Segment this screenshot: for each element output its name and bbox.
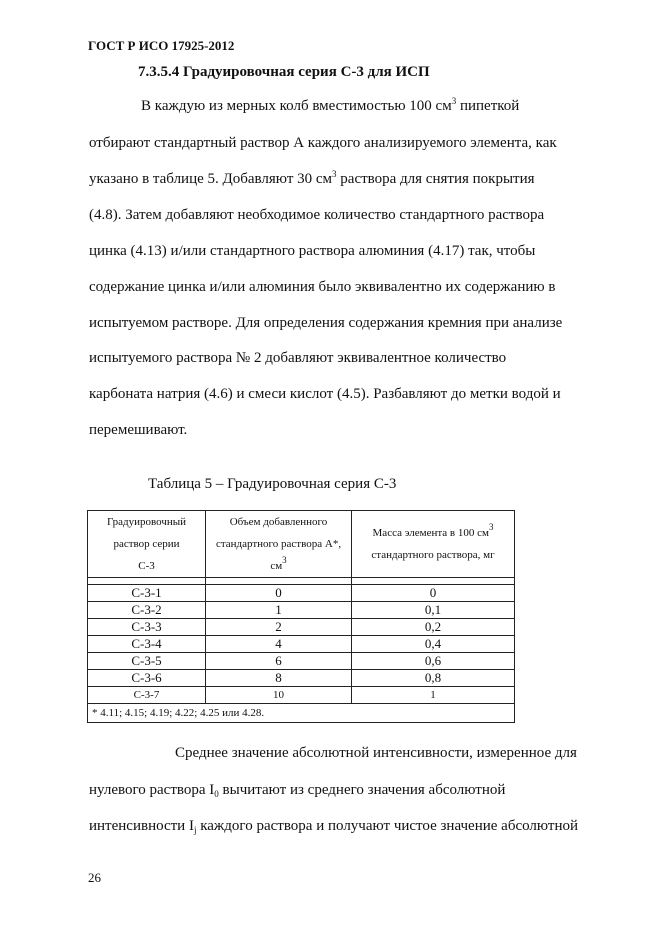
paragraph-line: Среднее значение абсолютной интенсивности, измеренное для [175,745,577,761]
header-text: Градуировочный [106,516,187,528]
cell-mass: 0 [352,585,515,602]
spacer-cell [352,578,515,585]
subscript: j [193,825,197,835]
header-text [206,555,351,577]
cell-volume: 1 [206,602,352,619]
paragraph-line: цинка (4.13) и/или стандартного раствора алюминия (4.17) так, чтобы [89,243,536,259]
subscript: 0 [214,789,219,799]
superscript: 3 [488,522,494,532]
spacer-cell [206,578,352,585]
text-span: вычитают из среднего значения абсолютной [218,782,506,798]
header-text: Объем добавленного [229,516,328,528]
paragraph-line: испытуемом растворе. Для определения содержания кремния при анализе [89,315,563,331]
text-span: Масса элемента в 100 см [372,527,489,539]
table-row [88,602,515,619]
document-code-header: ГОСТ Р ИСО 17925-2012 [88,38,235,53]
table-row [88,619,515,636]
paragraph-line: (4.8). Затем добавляют необходимое количество стандартного раствора [89,207,545,223]
text-span: интенсивности I [89,818,194,834]
text-span: см [270,560,283,572]
superscript: 3 [332,169,337,179]
cell-solution: С-3-3 [88,619,206,636]
table-row [88,585,515,602]
table-row [88,687,515,704]
cell-volume: 6 [206,653,352,670]
cell-mass: 0,8 [352,670,515,687]
calibration-table [87,510,515,723]
paragraph-line: перемешивают. [89,422,188,438]
text-span: указано в таблице 5. Добавляют 30 см [89,171,333,187]
header-mass [352,511,515,578]
paragraph-line: содержание цинка и/или алюминия было эквивалентно их содержанию в [89,279,556,295]
table-spacer-row [88,578,515,585]
header-text [352,522,514,544]
header-volume [206,511,352,578]
table-row [88,653,515,670]
cell-mass: 0,2 [352,619,515,636]
table-row [88,636,515,653]
text-span: пипеткой [456,98,520,114]
cell-volume: 0 [206,585,352,602]
text-span: В каждую из мерных колб вместимостью 100 см [141,98,452,114]
superscript: 3 [451,96,457,106]
header-solution [88,511,206,578]
cell-solution: С-3-6 [88,670,206,687]
cell-mass: 0,6 [352,653,515,670]
spacer-cell [88,578,206,585]
header-text: С-3 [138,560,155,572]
section-title: 7.3.5.4 Градуировочная серия С-3 для ИСП [138,64,430,80]
page-number: 26 [88,870,101,885]
cell-mass: 0,4 [352,636,515,653]
paragraph-line [89,818,578,835]
paragraph-line [141,98,519,115]
cell-solution: С-3-1 [88,585,206,602]
text-span: нулевого раствора I [89,782,215,798]
table-footnote: * 4.11; 4.15; 4.19; 4.22; 4.25 или 4.28. [88,704,515,723]
paragraph-line: испытуемого раствора № 2 добавляют эквивалентное количество [89,350,507,366]
table-row [88,670,515,687]
paragraph-line [89,782,505,799]
header-text: стандартного раствора А*, [215,538,342,550]
cell-solution: С-3-7 [88,687,206,704]
cell-solution: С-3-2 [88,602,206,619]
text-span: каждого раствора и получают чистое значение абсолютной [196,818,579,834]
paragraph-line: отбирают стандартный раствор А каждого анализируемого элемента, как [89,135,557,151]
cell-volume: 8 [206,670,352,687]
header-text: раствор серии [113,538,180,550]
cell-solution: С-3-5 [88,653,206,670]
table-footnote-row [88,704,515,723]
text-span: раствора для снятия покрытия [336,171,535,187]
table-header-row [88,511,515,578]
cell-mass: 1 [352,687,515,704]
header-text: стандартного раствора, мг [371,549,495,561]
cell-solution: С-3-4 [88,636,206,653]
superscript: 3 [282,555,287,565]
cell-mass: 0,1 [352,602,515,619]
cell-volume: 4 [206,636,352,653]
table-caption: Таблица 5 – Градуировочная серия С-3 [148,476,397,492]
paragraph-line [89,171,535,188]
paragraph-line: карбоната натрия (4.6) и смеси кислот (4.5). Разбавляют до метки водой и [89,386,561,402]
cell-volume: 2 [206,619,352,636]
cell-volume: 10 [206,687,352,704]
